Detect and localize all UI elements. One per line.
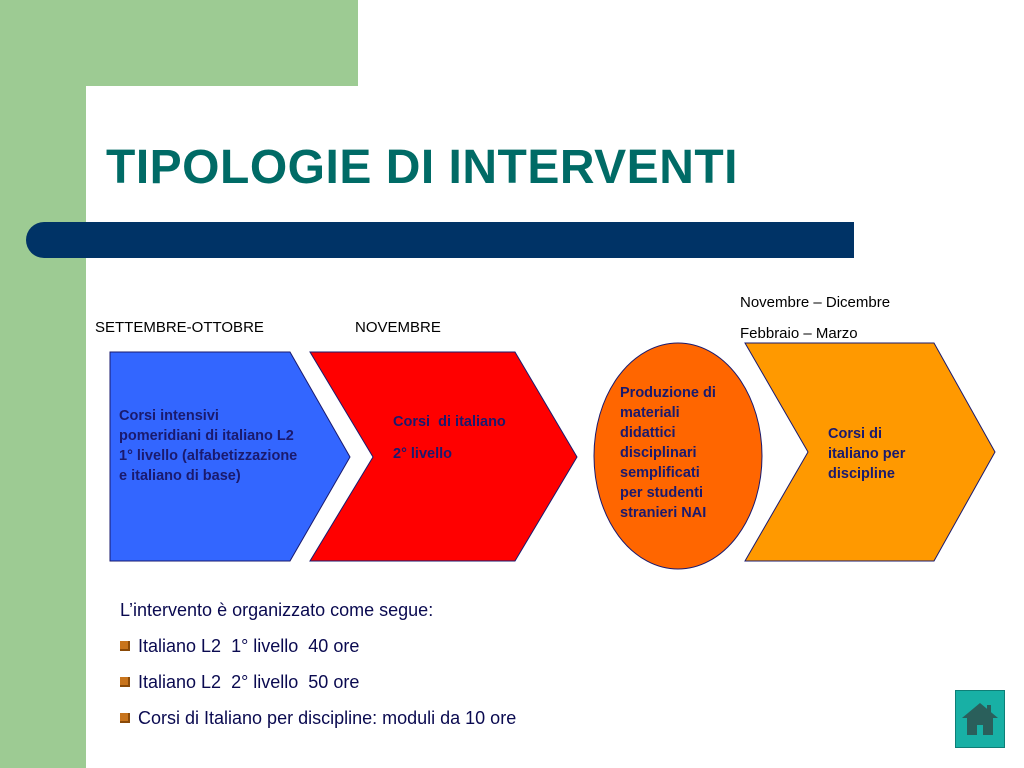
list-item-text: Corsi di Italiano per discipline: moduli da 10 ore <box>138 707 517 728</box>
list-item-text: Italiano L2 2° livello 50 ore <box>138 671 360 692</box>
text-line: didattici <box>620 425 676 441</box>
text-line: 1° livello (alfabetizzazione <box>119 448 298 464</box>
slide-title: TIPOLOGIE DI INTERVENTI <box>106 141 739 194</box>
shape-text-corsi-intensivi <box>119 406 297 486</box>
bullet-icon <box>120 677 130 687</box>
label-settembre-ottobre: SETTEMBRE-OTTOBRE <box>95 319 264 336</box>
text-line: Corsi di italiano <box>393 414 506 430</box>
text-line: per studenti <box>620 485 703 501</box>
text-line: Produzione di <box>620 385 716 401</box>
text-line: semplificati <box>620 465 700 481</box>
text-line: discipline <box>828 466 895 482</box>
shape-text-corsi-secondo-livello <box>393 406 506 470</box>
label-febbraio-marzo: Febbraio – Marzo <box>740 325 858 342</box>
text-line: stranieri NAI <box>620 505 707 521</box>
text-line: Corsi intensivi <box>119 408 219 424</box>
label-novembre-dicembre: Novembre – Dicembre <box>740 294 891 311</box>
text-line: italiano per <box>828 446 906 462</box>
text-line: Corsi di <box>828 426 882 442</box>
text-line: e italiano di base) <box>119 468 241 484</box>
text-line: disciplinari <box>620 445 697 461</box>
text-line: pomeridiani di italiano L2 <box>119 428 294 444</box>
text-line: 2° livello <box>393 446 452 462</box>
label-novembre: NOVEMBRE <box>355 319 441 336</box>
shape-text-produzione-materiali <box>620 383 716 523</box>
organization-list <box>120 600 516 743</box>
organization-intro: L’intervento è organizzato come segue: <box>120 600 434 620</box>
home-button[interactable] <box>955 690 1005 748</box>
list-item <box>120 707 516 729</box>
bullet-icon <box>120 641 130 651</box>
list-item <box>120 635 516 657</box>
bullet-icon <box>120 713 130 723</box>
shape-text-corsi-discipline <box>828 424 905 484</box>
list-item <box>120 671 516 693</box>
text-line: materiali <box>620 405 680 421</box>
list-item-text: Italiano L2 1° livello 40 ore <box>138 635 360 656</box>
home-icon <box>956 691 1004 747</box>
